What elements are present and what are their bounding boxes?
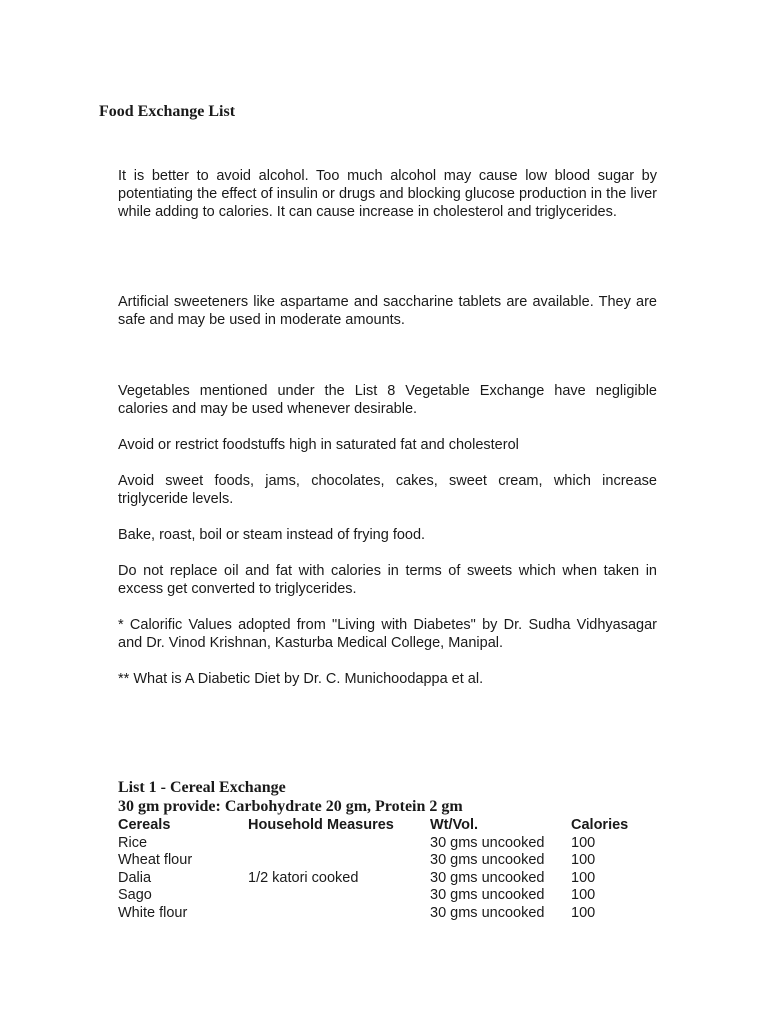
column-header-calories: Calories — [571, 817, 629, 833]
cell-household-measure — [248, 835, 430, 853]
cell-calories: 100 — [571, 904, 596, 921]
paragraph-vegetables: Vegetables mentioned under the List 8 Vegetable Exchange have negligible calories and may be used whenever desirable. — [118, 383, 657, 417]
column-header-cereals: Cereals — [118, 817, 171, 833]
document-title: Food Exchange List — [99, 103, 236, 120]
cell-weight-volume: 30 gms uncooked — [430, 869, 545, 886]
list-heading: List 1 - Cereal Exchange — [118, 779, 286, 796]
cell-cereal: Rice — [118, 834, 148, 851]
table-row — [118, 870, 651, 888]
column-header-wt-vol: Wt/Vol. — [430, 817, 479, 833]
footnote-diabetic-diet: ** What is A Diabetic Diet by Dr. C. Munichoodappa et al. — [118, 671, 484, 687]
cell-calories: 100 — [571, 869, 596, 886]
column-header-household-measures: Household Measures — [248, 817, 394, 833]
cell-weight-volume: 30 gms uncooked — [430, 852, 545, 868]
cell-cereal: White flour — [118, 904, 188, 921]
cell-cereal: Wheat flour — [118, 852, 193, 868]
cell-weight-volume: 30 gms uncooked — [430, 887, 545, 903]
paragraph-sweet-foods: Avoid sweet foods, jams, chocolates, cakes, sweet cream, which increase triglyceride levels. — [118, 473, 657, 507]
paragraph-saturated-fat: Avoid or restrict foodstuffs high in saturated fat and cholesterol — [118, 437, 519, 453]
paragraph-alcohol: It is better to avoid alcohol. Too much alcohol may cause low blood sugar by potentiating the effect of insulin or drugs and blocking glucose production in the liver while adding to calories. It can cause increase in cholesterol and triglycerides. — [118, 168, 657, 220]
footnote-calorific-values: * Calorific Values adopted from "Living with Diabetes" by Dr. Sudha Vidhyasagar and Dr. Vinod Krishnan, Kasturba Medical College, Manipal. — [118, 617, 657, 651]
cell-calories: 100 — [571, 887, 596, 903]
table-row — [118, 852, 651, 870]
table-row — [118, 835, 651, 853]
list-subheading: 30 gm provide: Carbohydrate 20 gm, Protein 2 gm — [118, 798, 463, 815]
paragraph-sweeteners: Artificial sweeteners like aspartame and saccharine tablets are available. They are safe and may be used in moderate amounts. — [118, 294, 657, 328]
cell-household-measure: 1/2 katori cooked — [248, 869, 359, 886]
cell-calories: 100 — [571, 834, 596, 851]
table-header-row — [118, 817, 651, 835]
cell-cereal: Dalia — [118, 869, 152, 886]
table-row — [118, 887, 651, 905]
cell-cereal: Sago — [118, 887, 152, 903]
paragraph-oil-fat: Do not replace oil and fat with calories in terms of sweets which when taken in excess get converted to triglycerides. — [118, 563, 657, 597]
cell-household-measure — [248, 887, 430, 905]
cell-calories: 100 — [571, 852, 596, 868]
table-row — [118, 905, 651, 923]
cell-weight-volume: 30 gms uncooked — [430, 834, 545, 851]
cell-household-measure — [248, 905, 430, 923]
cereal-exchange-table — [118, 817, 651, 922]
cell-household-measure — [248, 852, 430, 870]
paragraph-cooking-method: Bake, roast, boil or steam instead of frying food. — [118, 527, 426, 543]
cell-weight-volume: 30 gms uncooked — [430, 904, 545, 921]
